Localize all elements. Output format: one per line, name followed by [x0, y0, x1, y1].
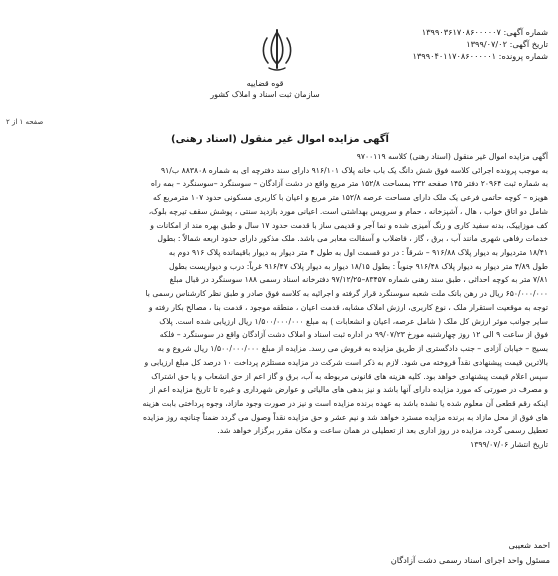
notice-line: فوق از ساعت ۹ الی ۱۲ روز چهارشنبه مورخ ۹۹/۰۷/۲۳ در اداره ثبت اسناد و املاک دشت آزادگان واقع در سوسنگرد – فلکه [159, 330, 548, 340]
organization-name [190, 78, 340, 100]
notice-line: کف موزاییک، بدنه سفید کاری و رنگ آمیزی شده و نما آجر و قدیمی ساز با قدمت حدود ۱۷ سال و طبق بهره مند از امکانات و [150, 220, 548, 230]
registration-org-label: سازمان ثبت اسناد و املاک کشور [210, 90, 320, 99]
notice-line: اینکه رقم قطعی آن معلوم شده یا نشده باشد به عهده برنده مزایده است و نیز در صورت وجود مازاد، وجوه پرداختی بابت هزینه [142, 398, 548, 408]
page-number: صفحه ۱ از ۲ [6, 118, 44, 126]
notice-line: خدمات رفاهی شهری مانند آب ، برق ، گاز ، فاضلاب و آسفالت معابر می باشد. ملک مذکور دارای حدود اربعه شمالاً : بطول [157, 234, 548, 244]
notice-body [8, 150, 548, 452]
notice-line: به شماره ثبت ۲۰۹۶۴ دفتر ۱۴۵ صفحه ۲۳۲ بمساحت ۱۵۲/۸ متر مربع واقع در دشت آزادگان – سوسنگرد –سوسنگرد – بمه راه [150, 179, 548, 189]
signatory-position: مسئول واحد اجرای اسناد رسمی دشت آزادگان [390, 555, 550, 565]
notice-line: به موجب پرونده اجرائی کلاسه فوق شش دانگ یک باب خانه پلاک ۹۱۶/۱۰۱ دارای سند دفترچه ای به شماره ۸۸۳۸۰۸ ب/۹۱ [161, 165, 548, 175]
notice-line: ۷/۸۱ متر به کوچه احداثی ، طبق سند رهنی شماره ۸۳۴۵۷–۹۷/۱۲/۲۵ دفترخانه اسناد رسمی ۱۸۸ سوسنگرد در قبال مبلغ [169, 275, 548, 285]
notice-title: آگهی مزایده اموال غیر منقول (اسناد رهنی) [171, 134, 389, 145]
notice-line: آگهی مزایده اموال غیر منقول (اسناد رهنی) کلاسه ۹۷۰۰۱۱۹ [356, 152, 548, 161]
ad-date: تاریخ آگهی: ۱۳۹۹/۰۷/۰۲ [466, 39, 548, 49]
notice-line: توجه به موقعیت استقرار ملک ، نوع کاربری، ارزش املاک مشابه، قدمت اعیان ، منطقه موجود ، قدمت بنا ، مصالح بکار رفته و [148, 302, 548, 312]
notice-line: سایر جوانب موثر ارزش کل ملک ( شامل عرصه، اعیان و انشعابات ) به مبلغ ۱/۵۰۰/۰۰۰/۰۰۰ ریال ارزیابی شده است. پلاک [159, 316, 548, 326]
notice-line: های فوق از محل مازاد به برنده مزایده مسترد خواهد شد و نیم عشر و حق مزایده نقداً وصول می گردد ضمناً چنانچه روز مزایده [142, 412, 548, 422]
notice-metadata [330, 26, 548, 62]
notice-line: طول ۴/۸۹ متر دیوار به دیوار پلاک ۹۱۶/۴۸ جنوباً : بطول ۱۸/۱۵ دیوار به دیوار پلاک ۹۱۶/۴۷ غرباً: درب و دیواریست بطول [168, 261, 548, 271]
ad-number: شماره آگهی: ۱۳۹۹۰۳۶۱۷۰۸۶۰۰۰۰۰۷ [421, 27, 548, 37]
notice-line: و مصرف در صورتی که مورد مزایده دارای آنها باشد و نیز بدهی های مالیاتی و عوارض شهرداری و غیره تا تاریخ مزایده اعم از [149, 385, 548, 395]
judiciary-label: قوه قضاییه [246, 79, 284, 88]
notice-line: هویزه – کوچه حاتمی فرعی یک ملک دارای مساحت عرصه ۱۵۲/۸ متر مربع و اعیان با کاربری مسکونی حدود ۱۰۷ مترمربع که [152, 193, 548, 203]
iran-emblem-icon [255, 26, 299, 76]
file-number: شماره پرونده: ۱۳۹۹۰۴۰۱۱۷۰۸۶۰۰۰۰۰۱ [412, 51, 548, 61]
notice-line: بالاترین قیمت پیشنهادی نقداً فروخته می شود. لازم به ذکر است شرکت در مزایده مستلزم پرداخت ۱۰ درصد کل مبلغ ارزیابی و [144, 357, 548, 367]
notice-line: ۶۵۰/۰۰۰/۰۰۰ ریال در رهن بانک ملت شعبه سوسنگرد قرار گرفته و اجرائیه به کلاسه فوق صادر و طبق نظر کارشناس رسمی با [145, 289, 548, 299]
notice-line: بسیج – خیابان آزادی – جنب دادگستری از طریق مزایده به فروش می رسد. مزایده از مبلغ ۱/۵۰۰/۰۰۰/۰۰۰ ریال شروع و به [157, 344, 548, 354]
notice-line: ۱۸/۴۱ متردیوار به دیوار پلاک ۹۱۶/۸۸ – شرقاً : در دو قسمت اول به طول ۴ متر دیوار به دیوار باقیمانده پلاک ۹۱۶ دوم به [168, 248, 548, 258]
signatory-name: احمد شعیبی [508, 540, 550, 550]
signature-block [260, 538, 550, 568]
publication-date: تاریخ انتشار ۱۳۹۹/۰۷/۰۶ [470, 440, 548, 450]
notice-line: سپس اعلام قیمت پیشنهادی خواهد بود. کلیه هزینه های قانونی مربوطه به آب، برق و گاز اعم از حق انشعاب و یا حق اشتراک [151, 371, 548, 381]
notice-line: تعطیل رسمی گردد، مزایده در روز اداری بعد از تعطیلی در همان ساعت و مکان مقرر برگزار خواهد شد. [217, 426, 548, 436]
notice-line: شامل دو اتاق خواب ، هال ، آشپزخانه ، حمام و سرویس بهداشتی است. اعیانی مورد بازدید سنتی ، پوشش سقف تیرچه بلوک، [148, 206, 548, 216]
